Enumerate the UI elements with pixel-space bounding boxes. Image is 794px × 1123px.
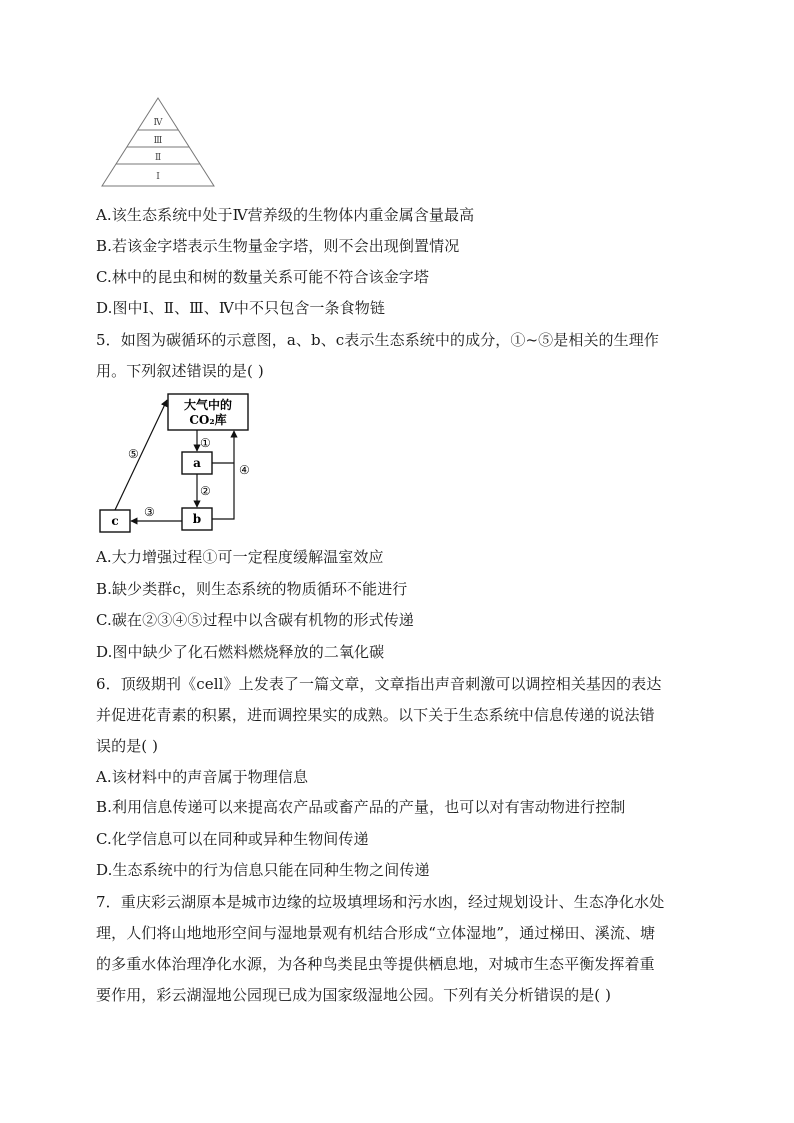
pyramid-level-1: Ⅰ [156, 172, 160, 182]
pyramid-level-4: Ⅳ [153, 118, 163, 128]
q5-option-b: B.缺少类群c，则生态系统的物质循环不能进行 [96, 580, 408, 598]
q5-option-d: D.图中缺少了化石燃料燃烧释放的二氧化碳 [96, 643, 385, 661]
box-b-label: b [192, 512, 202, 526]
q7-stem-line4: 要作用，彩云湖湿地公园现已成为国家级湿地公园。下列有关分析错误的是( ) [96, 986, 612, 1004]
co2-pool-label-line2: CO₂库 [189, 413, 227, 427]
arrow-4-label: ④ [239, 463, 250, 477]
pyramid-level-3: Ⅲ [153, 136, 163, 146]
trophic-pyramid-figure [98, 96, 218, 190]
box-c-label: c [111, 514, 119, 528]
arrow-1-label: ① [200, 436, 211, 450]
arrow-4 [212, 431, 234, 519]
q6-stem-line2: 并促进花青素的积累，进而调控果实的成熟。以下关于生态系统中信息传递的说法错 [96, 706, 655, 724]
q7-stem-line1: 7．重庆彩云湖原本是城市边缘的垃圾填埋场和污水凼，经过规划设计、生态净化水处 [96, 893, 665, 911]
q4-option-a: A.该生态系统中处于Ⅳ营养级的生物体内重金属含量最高 [96, 206, 475, 224]
arrow-5-label: ⑤ [128, 447, 139, 461]
q6-option-c: C.化学信息可以在同种或异种生物间传递 [96, 830, 369, 848]
q5-option-a: A.大力增强过程①可一定程度缓解温室效应 [96, 548, 384, 566]
q4-option-c: C.林中的昆虫和树的数量关系可能不符合该金字塔 [96, 268, 430, 286]
q4-option-d: D.图中Ⅰ、Ⅱ、Ⅲ、Ⅳ中不只包含一条食物链 [96, 299, 385, 317]
carbon-cycle-diagram [96, 392, 271, 538]
q5-option-c: C.碳在②③④⑤过程中以含碳有机物的形式传递 [96, 611, 414, 629]
q6-option-d: D.生态系统中的行为信息只能在同种生物之间传递 [96, 861, 430, 879]
arrow-3-label: ③ [144, 505, 155, 519]
q5-stem-line2: 用。下列叙述错误的是( ) [96, 362, 264, 380]
q6-stem-line1: 6．顶级期刊《cell》上发表了一篇文章，文章指出声音刺激可以调控相关基因的表达 [96, 675, 662, 693]
q7-stem-line3: 的多重水体治理净化水源，为各种鸟类昆虫等提供栖息地，对城市生态平衡发挥着重 [96, 955, 655, 973]
arrow-2-label: ② [200, 484, 211, 498]
q5-stem-line1: 5．如图为碳循环的示意图，a、b、c表示生态系统中的成分，①~⑤是相关的生理作 [96, 331, 659, 349]
co2-pool-label-line1: 大气中的 [183, 398, 233, 412]
q4-option-b: B.若该金字塔表示生物量金字塔，则不会出现倒置情况 [96, 237, 460, 255]
q6-option-b: B.利用信息传递可以来提高农产品或畜产品的产量，也可以对有害动物进行控制 [96, 798, 626, 816]
q6-option-a: A.该材料中的声音属于物理信息 [96, 768, 309, 786]
q7-stem-line2: 理，人们将山地地形空间与湿地景观有机结合形成“立体湿地”，通过梯田、溪流、塘 [96, 924, 656, 942]
box-a-label: a [193, 456, 201, 470]
q6-stem-line3: 误的是( ) [96, 737, 159, 755]
pyramid-level-2: Ⅱ [154, 153, 162, 163]
arrow-5 [115, 400, 167, 510]
